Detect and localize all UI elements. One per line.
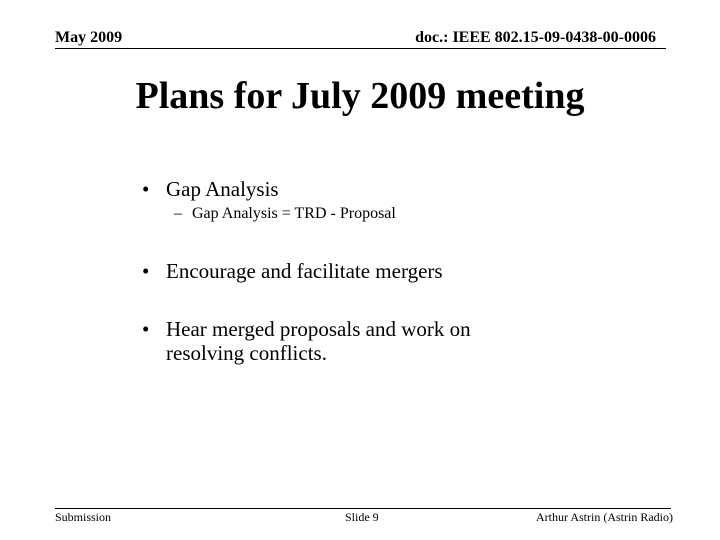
bullet-item <box>142 259 542 283</box>
footer-slide-number: Slide 9 <box>345 510 379 524</box>
sub-bullet-marker: – <box>174 205 182 222</box>
footer-divider <box>55 508 671 509</box>
header-date: May 2009 <box>55 29 123 46</box>
bullet-marker: • <box>142 177 150 201</box>
footer-author: Arthur Astrin (Astrin Radio) <box>536 510 673 524</box>
bullet-text: Encourage and facilitate mergers <box>166 259 443 283</box>
header-doc-id: doc.: IEEE 802.15-09-0438-00-0006 <box>415 29 656 46</box>
bullet-marker: • <box>142 317 150 341</box>
header-divider <box>55 48 666 49</box>
bullet-item <box>142 317 532 365</box>
bullet-text: Gap Analysis <box>166 177 279 201</box>
bullet-text: Hear merged proposals and work on resolving conflicts. <box>166 317 471 365</box>
sub-bullet-text: Gap Analysis = TRD - Proposal <box>192 205 396 222</box>
sub-bullet-item <box>174 205 396 223</box>
slide-title: Plans for July 2009 meeting <box>135 75 585 117</box>
bullet-marker: • <box>142 259 150 283</box>
bullet-item <box>142 177 542 201</box>
footer-submission: Submission <box>55 510 112 524</box>
